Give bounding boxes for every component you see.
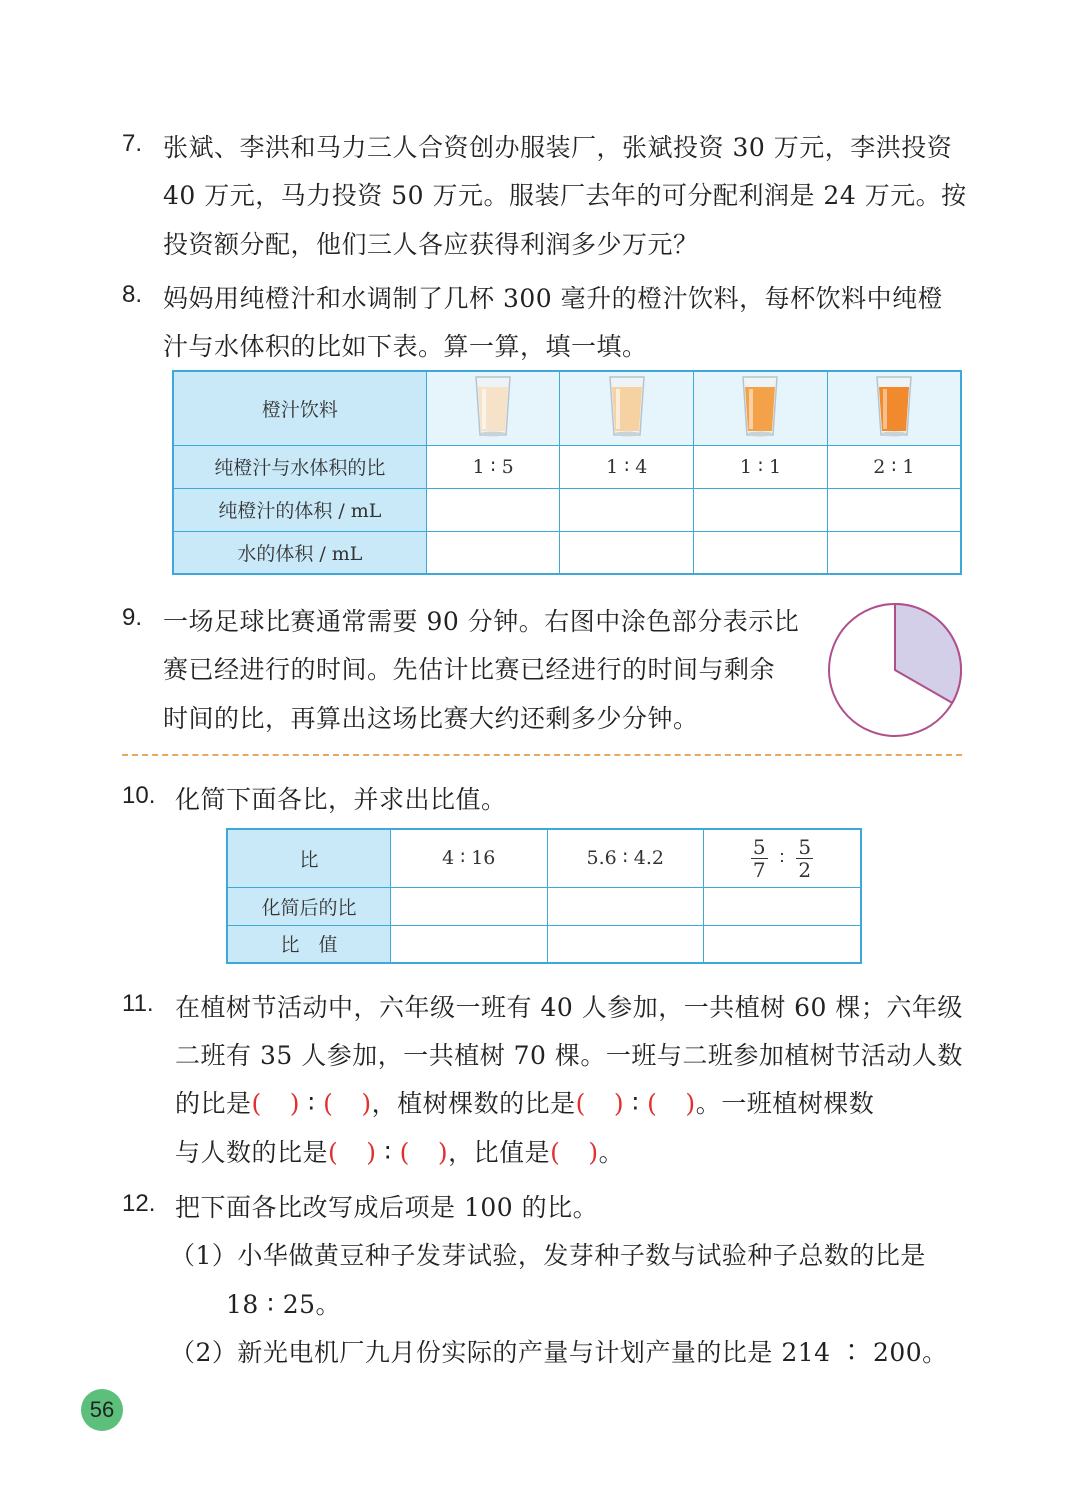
ratio-sign: ∶ [632,1089,640,1118]
ratio-cell: 1 ∶ 5 [426,445,560,488]
row-label-value: 比 值 [227,925,391,963]
section-divider [122,754,962,756]
juice-glass-cell [694,371,828,445]
blank-open: ( [399,1138,410,1167]
blank-open: ( [575,1089,586,1118]
answer-cell[interactable] [426,531,560,574]
question-12-sub-2: （2）新光电机厂九月份实际的产量与计划产量的比是 214 ∶ 200。 [170,1338,948,1367]
blank-close: ) [685,1089,696,1118]
row-label-simplified: 化简后的比 [227,887,391,925]
blank-close: ) [366,1138,377,1167]
ratio-sign: ∶ [779,847,785,869]
question-8-line-1: 妈妈用纯橙汁和水调制了几杯 300 毫升的橙汁饮料，每杯饮料中纯橙 [163,284,944,313]
fraction-b-denominator: 2 [798,857,812,882]
blank-close: ) [437,1138,449,1167]
text: ，植树棵数的比是 [371,1089,576,1118]
question-10-number: 10. [122,782,156,809]
ratio-cell: 1 ∶ 4 [560,445,694,488]
text: 与人数的比是 [175,1138,329,1167]
blank-close: ) [613,1089,625,1118]
question-9-line-2: 赛已经进行的时间。先估计比赛已经进行的时间与剩余 [163,655,776,684]
fraction-a [751,836,768,881]
juice-glass-icon [607,373,647,439]
answer-cell[interactable] [694,488,828,531]
juice-glass-icon [473,373,513,439]
blank-open: ( [251,1089,262,1118]
blank-close: ) [361,1089,372,1118]
ratio-simplify-table [226,828,862,964]
match-time-pie [826,602,966,742]
juice-glass-cell [827,371,961,445]
blank-close: ) [289,1089,301,1118]
juice-glass-cell [560,371,694,445]
fraction-a-numerator: 5 [752,834,766,859]
question-8-number: 8. [122,281,143,308]
blank-open: ( [328,1138,339,1167]
row-label-water-volume: 水的体积 / mL [173,531,426,574]
question-11-line-1: 在植树节活动中，六年级一班有 40 人参加，一共植树 60 棵；六年级 [175,993,963,1022]
question-11-number: 11. [122,990,154,1017]
text: 。一班植树棵数 [695,1089,875,1118]
answer-cell[interactable] [560,488,694,531]
ratio-cell: 5.6 ∶ 4.2 [547,829,704,887]
question-11-line-3 [175,1084,874,1120]
blank-open: ( [647,1089,658,1118]
text: 。 [598,1138,625,1167]
fraction-b-numerator: 5 [798,834,812,859]
answer-cell[interactable] [704,887,861,925]
row-label-drink: 橙汁饮料 [173,371,426,445]
answer-cell[interactable] [391,925,547,963]
question-12-number: 12. [122,1190,156,1217]
question-7-line-2: 40 万元，马力投资 50 万元。服装厂去年的可分配利润是 24 万元。按 [163,181,967,210]
juice-glass-icon [740,373,780,439]
row-label-ratio: 纯橙汁与水体积的比 [173,445,426,488]
blank-open: ( [550,1138,561,1167]
question-9-number: 9. [122,604,143,631]
question-11-line-4 [175,1133,624,1169]
question-7-number: 7. [122,130,143,157]
answer-cell[interactable] [560,531,694,574]
ratio-cell: 2 ∶ 1 [827,445,961,488]
question-9-line-3: 时间的比，再算出这场比赛大约还剩多少分钟。 [163,704,699,733]
answer-cell[interactable] [827,488,961,531]
ratio-sign: ∶ [308,1089,316,1118]
row-label-ratio: 比 [227,829,391,887]
row-label-juice-volume: 纯橙汁的体积 / mL [173,488,426,531]
answer-cell[interactable] [694,531,828,574]
blank-open: ( [323,1089,334,1118]
blank-close: ) [588,1138,599,1167]
question-11-line-2: 二班有 35 人参加，一共植树 70 棵。一班与二班参加植树节活动人数 [175,1041,963,1070]
question-7-line-1: 张斌、李洪和马力三人合资创办服装厂，张斌投资 30 万元，李洪投资 [163,133,953,162]
ratio-cell: 1 ∶ 1 [694,445,828,488]
question-8-line-2: 汁与水体积的比如下表。算一算，填一填。 [163,332,648,361]
fraction-ratio-cell [704,829,861,887]
answer-cell[interactable] [426,488,560,531]
question-7-line-3: 投资额分配，他们三人各应获得利润多少万元？ [163,230,699,259]
answer-cell[interactable] [547,925,704,963]
question-10-line: 化简下面各比，并求出比值。 [175,785,507,814]
fraction-a-denominator: 7 [752,857,766,882]
text: 的比是 [175,1089,252,1118]
answer-cell[interactable] [547,887,704,925]
orange-juice-table [172,370,962,575]
ratio-sign: ∶ [384,1138,392,1167]
text: ，比值是 [448,1138,551,1167]
juice-glass-icon [874,373,914,439]
page-number: 56 [81,1389,123,1431]
answer-cell[interactable] [391,887,547,925]
answer-cell[interactable] [827,531,961,574]
question-12-line: 把下面各比改写成后项是 100 的比。 [175,1193,599,1222]
answer-cell[interactable] [704,925,861,963]
question-12-sub-1-line-2: 18 ∶ 25。 [226,1290,342,1319]
juice-glass-cell [426,371,560,445]
fraction-b [796,836,813,881]
question-9-line-1: 一场足球比赛通常需要 90 分钟。右图中涂色部分表示比 [163,607,800,636]
ratio-cell: 4 ∶ 16 [391,829,547,887]
question-12-sub-1-line-1: （1）小华做黄豆种子发芽试验，发芽种子数与试验种子总数的比是 [170,1241,926,1270]
